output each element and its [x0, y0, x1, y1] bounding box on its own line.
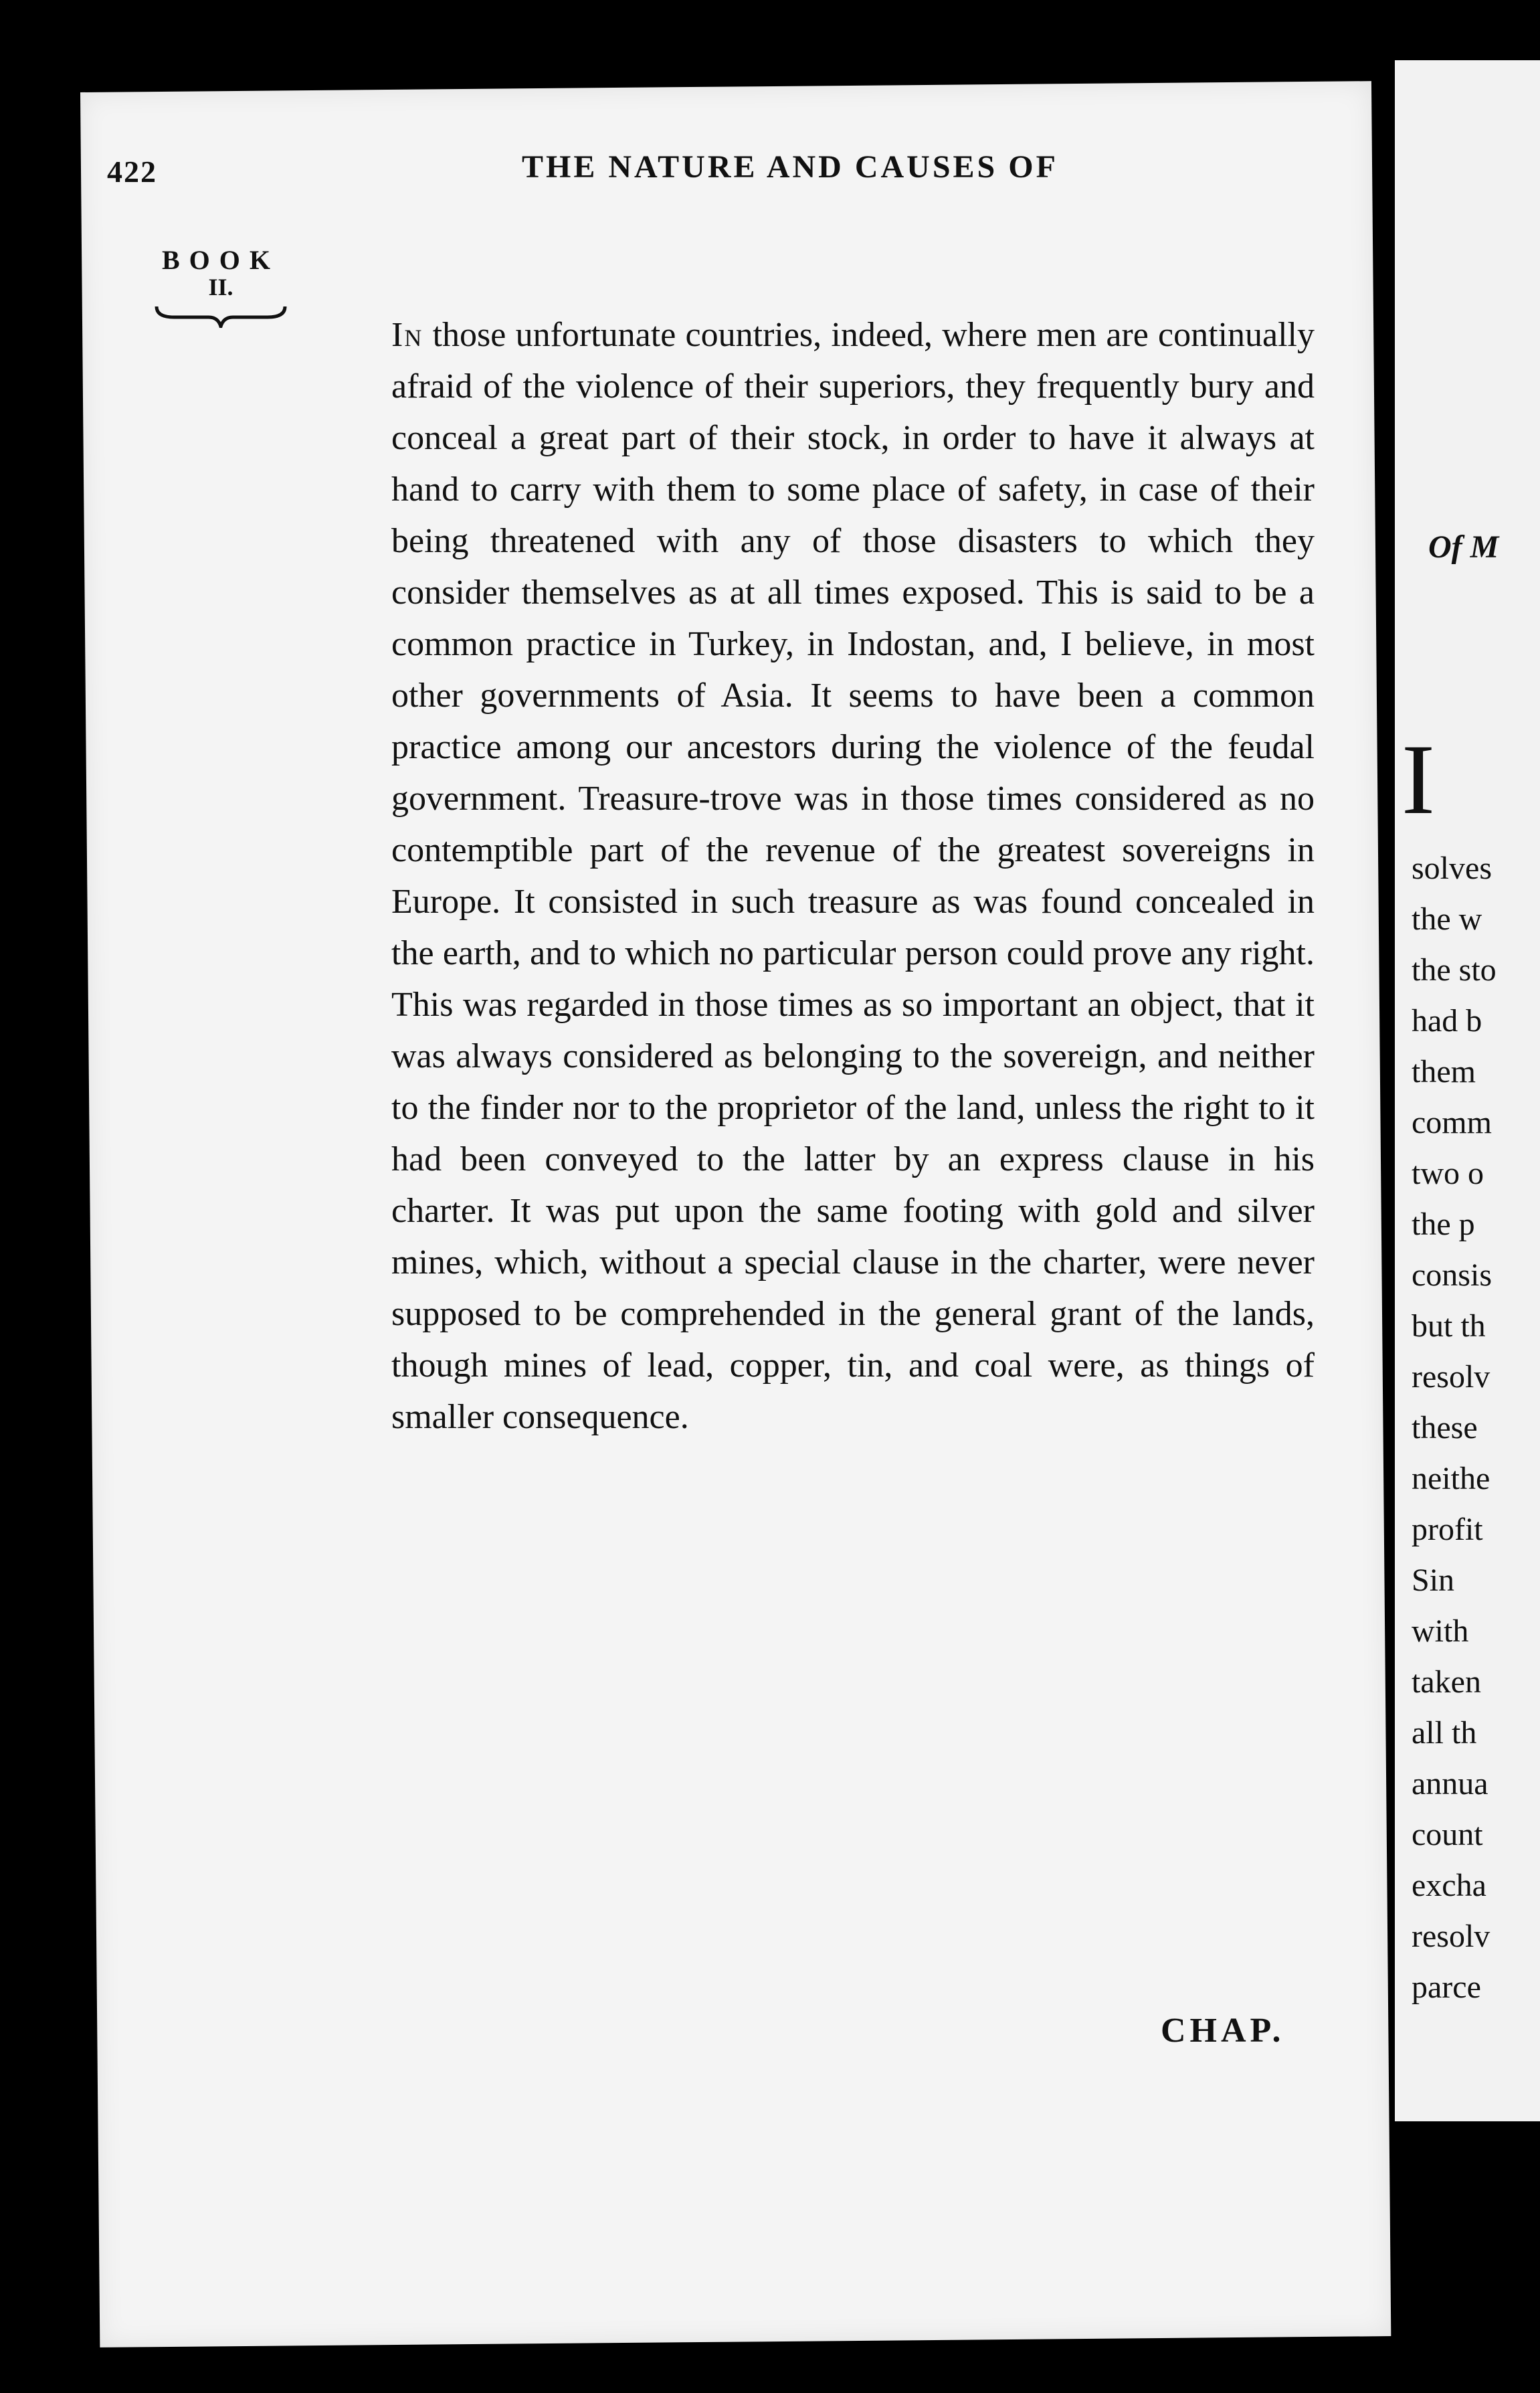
facing-page-line: neithe [1412, 1461, 1490, 1496]
paragraph-body: those unfortunate countries, indeed, where men are continually afraid of the violence of their superiors, they frequently bury and conceal a great part of their stock, in order to have it always at hand to carry with them to some place of safety, in case of their being threatened with any of those disasters to which they consider themselves as at all times exposed. This is said to be a common practice in Turkey, in Indostan, and, I believe, in most other governments of Asia. It seems to have been a common practice among our ancestors during the violence of the feudal government. Treasure-trove was in those times considered as no contemptible part of the revenue of the greatest sovereigns in Europe. It consisted in such treasure as was found concealed in the earth, and to which no particular person could prove any right. This was regarded in those times as so important an object, that it was always considered as belonging to the sovereign, and neither to the finder nor to the proprietor of the land, unless the right to it had been conveyed to the latter by an express clause in his charter. It was put upon the same footing with gold and silver mines, which, without a special clause in the charter, were never supposed to be comprehended in the general grant of the lands, though mines of lead, copper, tin, and coal were, as things of smaller consequence. [391, 316, 1315, 1436]
facing-page-line: consis [1412, 1257, 1492, 1293]
facing-page-line: all th [1412, 1715, 1477, 1751]
page-number: 422 [107, 155, 157, 189]
facing-page-line: parce [1412, 1969, 1481, 2005]
facing-page-line: them [1412, 1054, 1476, 1089]
facing-page-line: the sto [1412, 952, 1497, 988]
facing-page-line: the p [1412, 1207, 1475, 1242]
facing-page-line: annua [1412, 1766, 1488, 1801]
facing-page-line: taken [1412, 1664, 1481, 1700]
paragraph [391, 309, 1315, 1443]
facing-page-line: excha [1412, 1868, 1486, 1903]
facing-page-line: with [1412, 1613, 1469, 1649]
main-text-block [391, 309, 1315, 1443]
paragraph-opening-word: In [391, 316, 423, 354]
book-number: II. [208, 274, 233, 300]
facing-page-line: count [1412, 1817, 1483, 1852]
running-head [107, 149, 1244, 234]
facing-page-line: these [1412, 1410, 1478, 1445]
facing-page-line: comm [1412, 1105, 1492, 1140]
facing-page-drop-initial: I [1402, 724, 1435, 835]
book-marginal-label [154, 244, 288, 328]
curly-brace-icon [154, 304, 288, 328]
facing-page-line: two o [1412, 1156, 1484, 1191]
facing-page-line: the w [1412, 901, 1482, 937]
facing-page-line: resolv [1412, 1359, 1490, 1395]
facing-page-line: had b [1412, 1003, 1482, 1039]
facing-page-line: but th [1412, 1308, 1486, 1344]
facing-page-fragment [1395, 60, 1540, 2121]
catchword: CHAP. [1161, 2012, 1285, 2050]
facing-page-heading: Of M [1428, 529, 1499, 565]
book-word: BOOK [161, 245, 280, 275]
running-title: THE NATURE AND CAUSES OF [522, 149, 1058, 185]
facing-page-line: resolv [1412, 1919, 1490, 1954]
facing-page-lines [1412, 569, 1497, 2013]
facing-page-line: Sin [1412, 1563, 1455, 1598]
facing-page-line: solves [1412, 851, 1492, 886]
facing-page-line: profit [1412, 1512, 1483, 1547]
